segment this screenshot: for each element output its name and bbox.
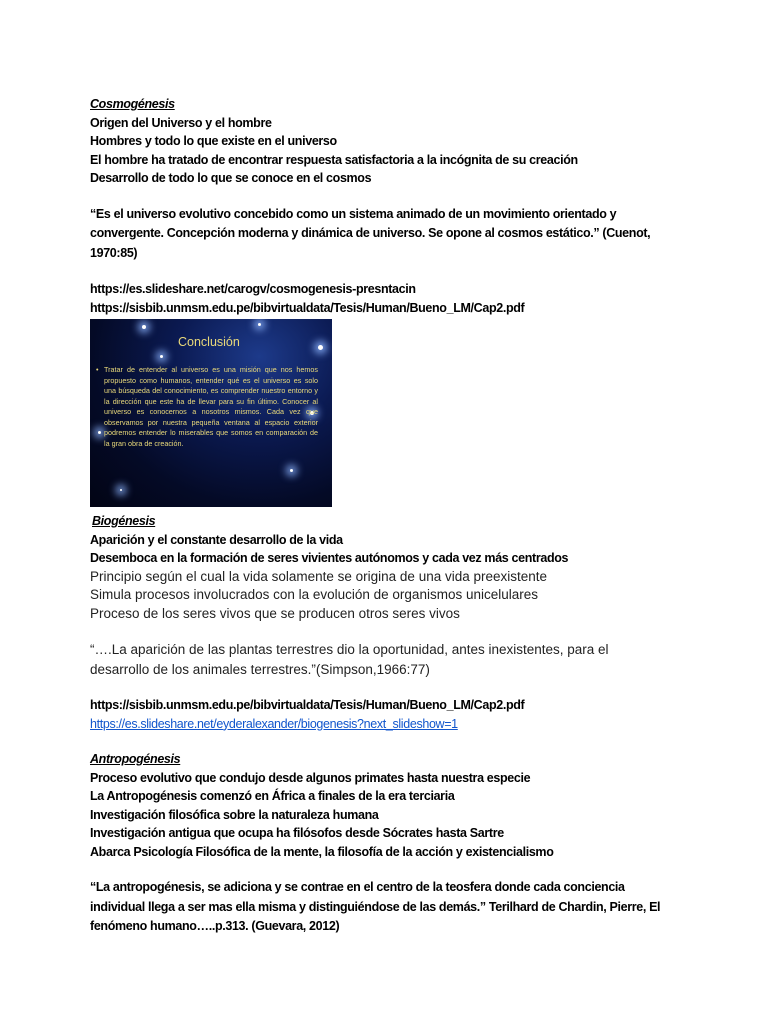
biogenesis-section bbox=[90, 512, 710, 568]
antropogenesis-line: Proceso evolutivo que condujo desde algunos primates hasta nuestra especie bbox=[90, 770, 531, 785]
antropogenesis-line: Investigación filosófica sobre la naturaleza humana bbox=[90, 807, 379, 822]
cosmogenesis-quote: “Es el universo evolutivo concebido como un sistema animado de un movimiento orientado y convergente. Concepción moderna y dinámica de universo. Se opone al cosmos estático.” (Cuenot, 1970:85) bbox=[90, 206, 651, 260]
source-link[interactable]: https://es.slideshare.net/carogv/cosmogenesis-presntacin bbox=[90, 282, 416, 296]
source-link[interactable]: https://sisbib.unmsm.edu.pe/bibvirtualdata/Tesis/Human/Bueno_LM/Cap2.pdf bbox=[90, 698, 525, 712]
biogenesis-line: Simula procesos involucrados con la evolución de organismos unicelulares bbox=[90, 587, 538, 602]
document-page bbox=[90, 95, 710, 937]
conclusion-slide-image bbox=[90, 319, 332, 507]
slideshare-link[interactable]: https://es.slideshare.net/eyderalexander/biogenesis?next_slideshow=1 bbox=[90, 716, 458, 731]
cosmogenesis-line: Desarrollo de todo lo que se conoce en el cosmos bbox=[90, 171, 372, 185]
antropogenesis-line: La Antropogénesis comenzó en África a finales de la era terciaria bbox=[90, 789, 455, 803]
biogenesis-sans-lines bbox=[90, 568, 710, 624]
biogenesis-links bbox=[90, 696, 710, 733]
cosmogenesis-line: Origen del Universo y el hombre bbox=[90, 115, 272, 130]
cosmogenesis-line: El hombre ha tratado de encontrar respuesta satisfactoria a la incógnita de su creación bbox=[90, 152, 578, 167]
antropogenesis-line: Abarca Psicología Filosófica de la mente, la filosofía de la acción y existencialismo bbox=[90, 844, 554, 859]
cosmogenesis-line: Hombres y todo lo que existe en el universo bbox=[90, 134, 337, 148]
star-shape bbox=[258, 323, 261, 326]
star-shape bbox=[290, 469, 293, 472]
biogenesis-line: Aparición y el constante desarrollo de la vida bbox=[90, 532, 343, 547]
cosmogenesis-section bbox=[90, 95, 710, 188]
biogenesis-line: Proceso de los seres vivos que se producen otros seres vivos bbox=[90, 605, 460, 621]
biogenesis-heading: Biogénesis bbox=[92, 514, 156, 528]
star-shape bbox=[142, 325, 146, 329]
biogenesis-quote: “….La aparición de las plantas terrestres dio la oportunidad, antes inexistentes, para el desarrollo de los animales terrestres.”(Simpson,1966:77) bbox=[90, 642, 609, 677]
antropogenesis-quote: “La antropogénesis, se adiciona y se contrae en el centro de la teosfera donde cada conciencia individual llega a ser mas ella misma y distinguiéndose de las demás.” Terilhard de Chardin, Pierre, El fenómeno humano…..p.313. (Guevara, 2012) bbox=[90, 880, 661, 933]
star-shape bbox=[160, 355, 163, 358]
slide-text: • Tratar de entender al universo es una misión que nos hemos propuesto como humanos, entender qué es el universo es solo una búsqueda del conocimiento, es comprender nuestro entorno y la dirección que este ha de llevar para su fin último. Conocer al universo es conocernos a nosotros mismos. Cada vez que observamos por nuestra pequeña ventana al espacio exterior podremos entender lo miserables que somos en comparación de la gran obra de creación. bbox=[104, 365, 318, 449]
antropogenesis-line: Investigación antigua que ocupa ha filósofos desde Sócrates hasta Sartre bbox=[90, 826, 504, 840]
slide-title: Conclusión bbox=[178, 335, 240, 349]
source-link[interactable]: https://sisbib.unmsm.edu.pe/bibvirtualdata/Tesis/Human/Bueno_LM/Cap2.pdf bbox=[90, 300, 525, 315]
star-shape bbox=[120, 489, 122, 491]
antropogenesis-section bbox=[90, 750, 710, 861]
star-shape bbox=[318, 345, 323, 350]
cosmogenesis-links bbox=[90, 280, 710, 317]
star-shape bbox=[98, 431, 101, 434]
biogenesis-line: Principio según el cual la vida solamente se origina de una vida preexistente bbox=[90, 568, 548, 584]
cosmogenesis-heading: Cosmogénesis bbox=[90, 97, 175, 111]
antropogenesis-heading: Antropogénesis bbox=[90, 752, 181, 766]
biogenesis-line: Desemboca en la formación de seres vivientes autónomos y cada vez más centrados bbox=[90, 551, 569, 565]
